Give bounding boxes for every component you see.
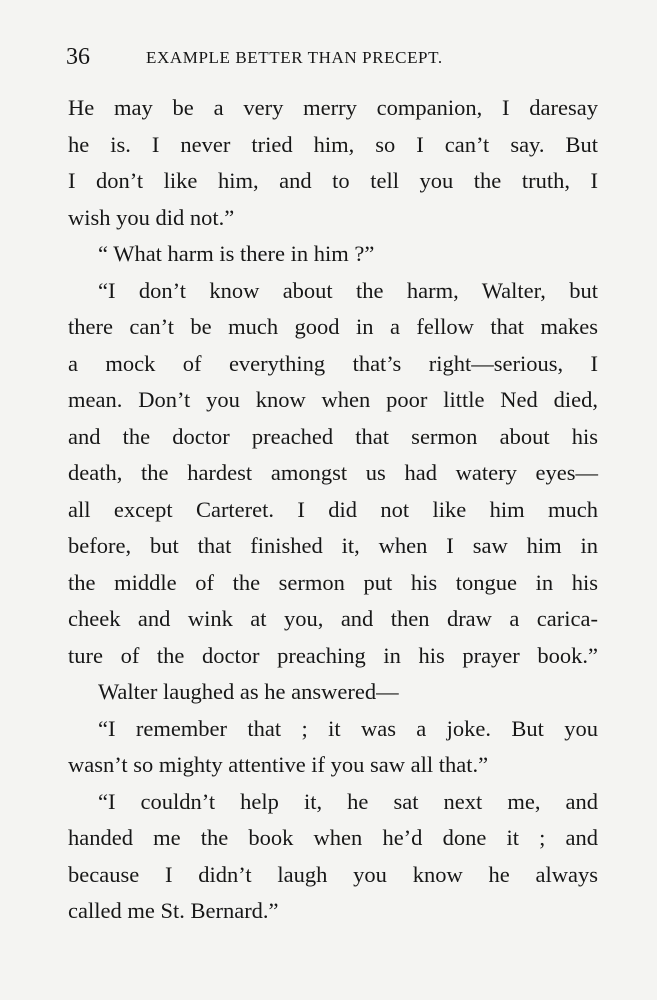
text-line: He may be a very merry companion, I daresay (68, 95, 598, 120)
text-line: “ What harm is there in him ?” (98, 241, 375, 266)
text-line: there can’t be much good in a fellow that makes (68, 314, 598, 339)
text-line: “I couldn’t help it, he sat next me, and (98, 788, 598, 814)
text-line: before, but that finished it, when I saw him in (68, 533, 598, 558)
text-line: ture of the doctor preaching in his prayer book.” (68, 642, 598, 668)
text-line: all except Carteret. I did not like him much (68, 496, 598, 522)
body-text (68, 90, 598, 930)
text-line: called me St. Bernard.” (68, 898, 279, 923)
text-line: wish you did not.” (68, 204, 235, 230)
running-title: EXAMPLE BETTER THAN PRECEPT. (146, 48, 443, 67)
text-line: “I remember that ; it was a joke. But you (98, 715, 598, 741)
text-line: I don’t like him, and to tell you the truth, I (68, 168, 598, 193)
text-line: because I didn’t laugh you know he always (68, 861, 598, 887)
text-line: and the doctor preached that sermon about his (68, 423, 598, 449)
text-line: he is. I never tried him, so I can’t say. But (68, 131, 598, 157)
text-line: mean. Don’t you know when poor little Ned died, (68, 387, 598, 412)
text-line: the middle of the sermon put his tongue in his (68, 569, 598, 595)
text-line: cheek and wink at you, and then draw a carica- (68, 606, 598, 631)
text-line: wasn’t so mighty attentive if you saw all that.” (68, 752, 489, 777)
text-line: Walter laughed as he answered— (98, 679, 399, 704)
text-line: a mock of everything that’s right—serious, I (68, 350, 598, 376)
text-line: handed me the book when he’d done it ; and (68, 825, 598, 850)
page-number: 36 (66, 44, 90, 70)
running-header (66, 42, 608, 72)
text-line: death, the hardest amongst us had watery eyes— (68, 460, 598, 485)
text-line: “I don’t know about the harm, Walter, but (98, 277, 598, 303)
